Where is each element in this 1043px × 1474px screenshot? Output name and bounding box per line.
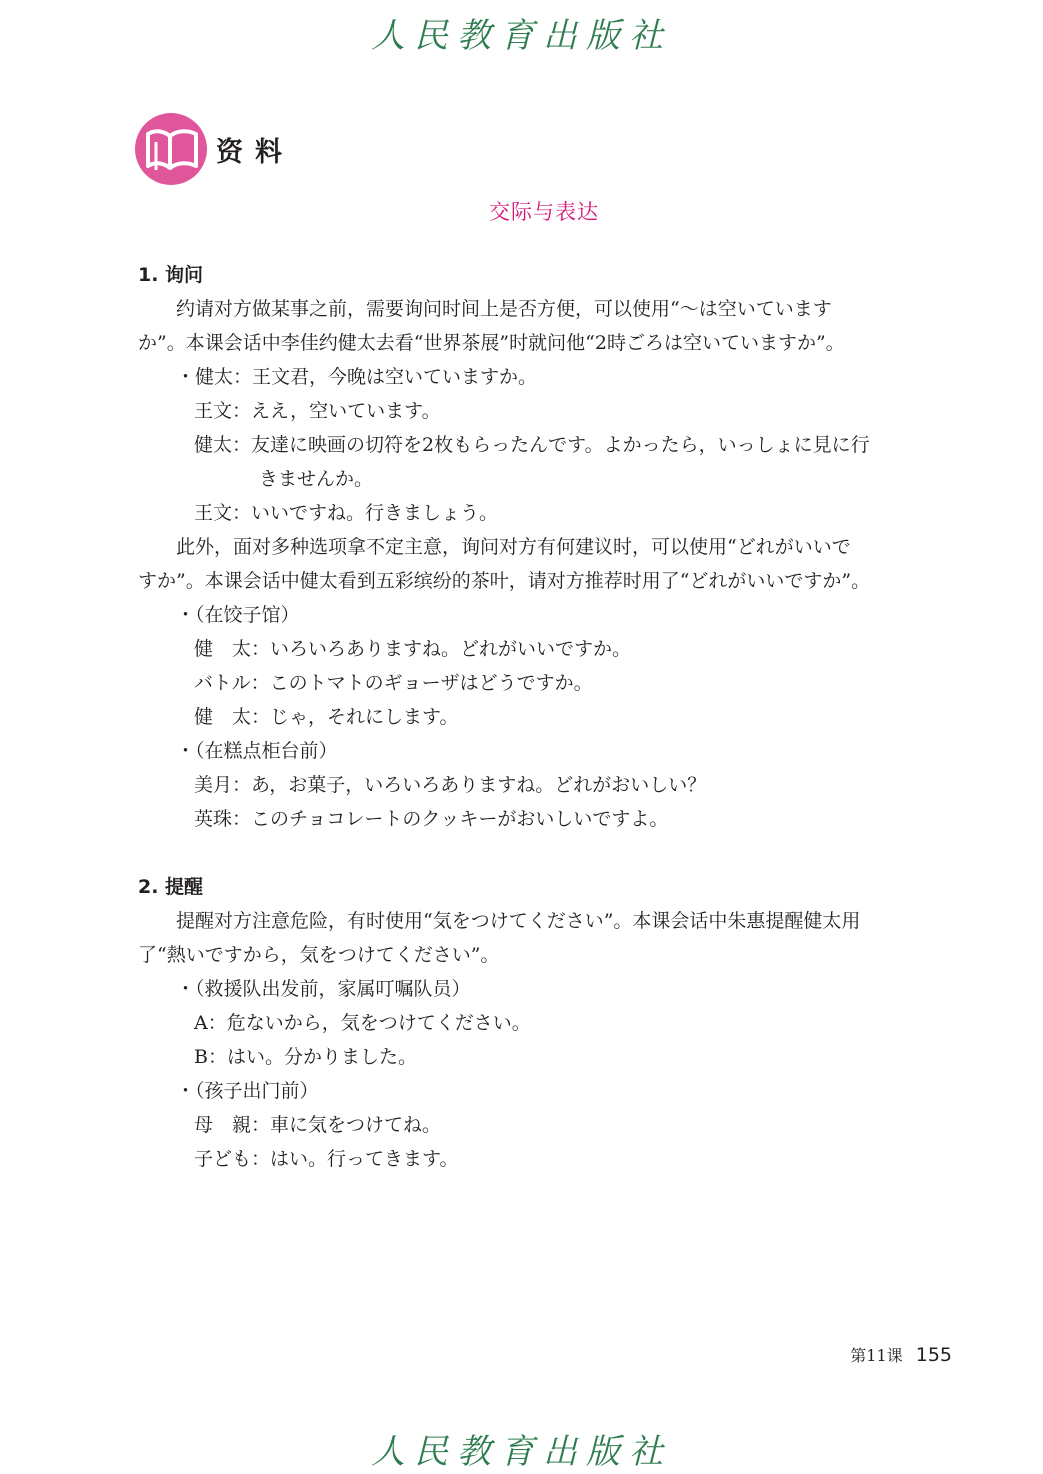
paragraph-line: 此外，面对多种选项拿不定主意，询问对方有何建议时，可以使用“どれがいいで (176, 536, 851, 558)
dialogue-line: 英珠：このチョコレートのクッキーがおいしいですよ。 (194, 808, 669, 830)
header-brand: 人民教育出版社 (371, 16, 672, 56)
scenario-line: ・（在饺子馆） (176, 604, 300, 626)
scenario-line: ・（孩子出门前） (176, 1080, 319, 1102)
section-title: 资料 (216, 137, 294, 168)
dialogue-line: 健 太：じゃ，それにします。 (194, 706, 459, 728)
dialogue-line: B：はい。分かりました。 (194, 1046, 417, 1068)
heading-inquiry: 1. 询问 (138, 264, 204, 286)
page-number: 155 (915, 1344, 952, 1366)
dialogue-line: 王文：いいですね。行きましょう。 (194, 502, 499, 524)
dialogue-line: 王文：ええ，空いています。 (194, 400, 441, 422)
paragraph-line: すか”。本课会话中健太看到五彩缤纷的茶叶，请对方推荐时用了“どれがいいですか”。 (138, 570, 871, 592)
lesson-label: 第11课 (850, 1346, 903, 1365)
scenario-line: ・（救援队出发前，家属叮嘱队员） (176, 978, 471, 1000)
dialogue-line: A：危ないから，気をつけてください。 (194, 1012, 531, 1034)
section-subtitle: 交际与表达 (489, 200, 599, 224)
paragraph-line: か”。本课会话中李佳约健太去看“世界茶展”时就问他“2時ごろは空いていますか”。 (138, 332, 845, 354)
paragraph-line: 了“熱いですから，気をつけてください”。 (138, 944, 500, 966)
dialogue-line: きませんか。 (259, 468, 374, 490)
dialogue-line: 美月：あ，お菓子，いろいろありますね。どれがおいしい？ (194, 774, 707, 796)
dialogue-line: 母 親：車に気をつけてね。 (194, 1114, 442, 1136)
page-footer (850, 1343, 952, 1366)
heading-reminder: 2. 提醒 (138, 876, 204, 898)
paragraph-line: 提醒对方注意危险，有时使用“気をつけてください”。本课会话中朱惠提醒健太用 (176, 910, 861, 932)
dialogue-line: 子ども：はい。行ってきます。 (194, 1148, 459, 1170)
scenario-line: ・（在糕点柜台前） (176, 740, 338, 762)
dialogue-line: 健太：友達に映画の切符を2枚もらったんです。よかったら，いっしょに見に行 (194, 434, 870, 456)
dialogue-line: 健 太：いろいろありますね。どれがいいですか。 (194, 638, 632, 660)
dialogue-line: バトル：このトマトのギョーザはどうですか。 (194, 672, 593, 694)
section-header (134, 112, 434, 186)
open-book-icon (134, 112, 210, 186)
paragraph-line: 约请对方做某事之前，需要询问时间上是否方便，可以使用“～は空いています (176, 298, 832, 320)
footer-brand: 人民教育出版社 (371, 1432, 672, 1472)
document-body (138, 258, 952, 1176)
dialogue-line: ・健太：王文君，今晚は空いていますか。 (176, 366, 538, 388)
